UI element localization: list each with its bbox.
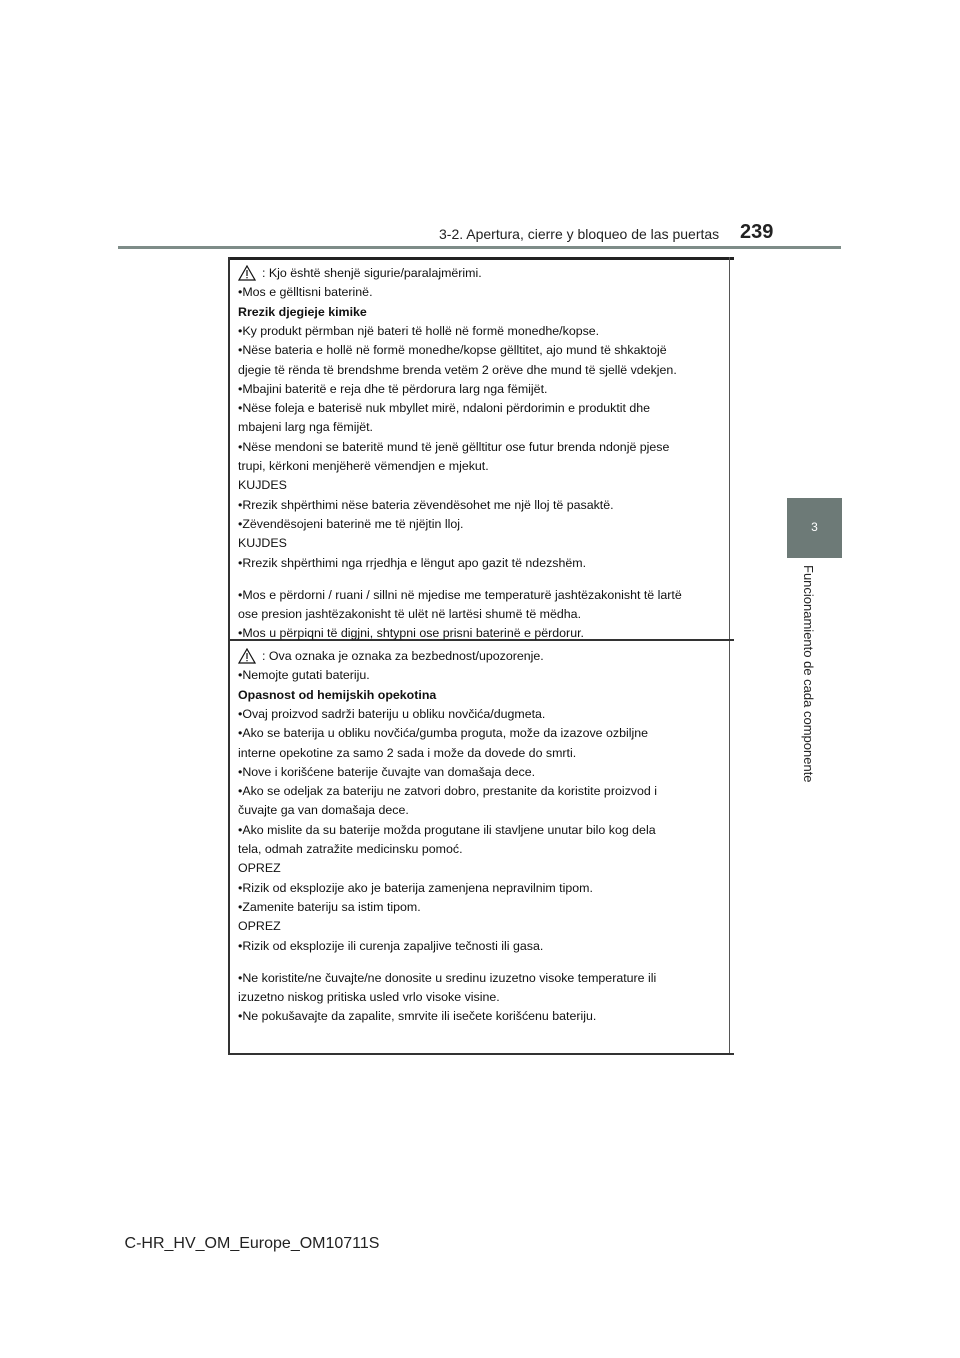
serbian-text-line: OPREZ [238,861,281,876]
albanian-warning-caption: : Kjo është shenjë sigurie/paralajmërimi. [262,266,482,280]
document-code-text: C-HR_HV_OM_Europe_OM10711S [124,1235,380,1252]
albanian-text-line: •Nëse mendoni se bateritë mund të jenë gëlltitur ose futur brenda ndonjë pjese [238,439,670,454]
scan-bottom-border [228,1053,734,1055]
serbian-text-line: •Ako se odeljak za bateriju ne zatvori dobro, prestanite da koristite proizvod i [238,784,657,799]
serbian-text-line: Opasnost od hemijskih opekotina [238,687,437,702]
albanian-text-line: •Nëse foleja e baterisë nuk mbyllet mirë, ndaloni përdorimin e produktit dhe [238,401,651,416]
albanian-text-line: •Zëvendësojeni baterinë me të njëjtin lloj. [238,516,464,531]
scan-right-border [729,257,730,1054]
chapter-title: Funcionamiento de cada componente [801,565,816,783]
serbian-text-line: •Zamenite bateriju sa istim tipom. [238,899,421,914]
serbian-text-line: •Nemojte gutati bateriju. [238,668,370,683]
serbian-text-line: interne opekotine za samo 2 sada i može da dovede do smrti. [238,745,577,760]
serbian-text-line [238,648,544,664]
document-code [0,1235,960,1253]
albanian-text-line: •Rrezik shpërthimi nëse bateria zëvendësohet me një lloj të pasaktë. [238,497,614,512]
serbian-text-line: •Rizik od eksplozije ili curenja zapaljive tečnosti ili gasa. [238,938,544,953]
albanian-text-line: •Nëse bateria e hollë në formë monedhe/kopse gëlltitet, ajo mund të shkaktojë [238,343,667,358]
albanian-text-line: •Ky produkt përmban një bateri të hollë në formë monedhe/kopse. [238,323,600,338]
albanian-text-line: •Mos e gëlltisni baterinë. [238,285,373,300]
serbian-text-line: •Ne koristite/ne čuvajte/ne donosite u sredinu izuzetno visoke temperature ili [238,970,657,985]
serbian-warning-caption: : Ova oznaka je oznaka za bezbednost/upozorenje. [262,649,544,663]
albanian-text-line: ose presion jashtëzakonisht të ulët në lartësi shumë të mëdha. [238,607,582,622]
serbian-text-line: čuvajte ga van domašaja dece. [238,803,409,818]
serbian-text-line: •Rizik od eksplozije ako je baterija zamenjena nepravilnim tipom. [238,880,593,895]
albanian-text-line: •Mbajini bateritë e reja dhe të përdorura larg nga fëmijët. [238,381,548,396]
serbian-text-line: •Ovaj proizvod sadrži bateriju u obliku novčića/dugmeta. [238,706,546,721]
serbian-text-line: •Ako se baterija u obliku novčića/gumba proguta, može da izazove ozbiljne [238,726,649,741]
warning-triangle-icon [238,265,256,281]
serbian-text-line: •Ako mislite da su baterije možda progutane ili stavljene unutar bilo kog dela [238,822,656,837]
albanian-text-line: mbajeni larg nga fëmijët. [238,420,373,435]
albanian-text-line: KUJDES [238,536,287,551]
serbian-text-line: izuzetno niskog pritiska usled vrlo visoke visine. [238,990,500,1005]
albanian-text-line: •Mos u përpiqni të digjni, shtypni ose prisni baterinë e përdorur. [238,626,584,641]
albanian-text-line: djegie të rënda të brendshme brenda vetëm 2 orëve dhe mund të sjellë vdekjen. [238,362,677,377]
serbian-text-line: •Nove i korišćene baterije čuvajte van domašaja dece. [238,764,536,779]
chapter-tab [787,498,842,558]
albanian-text-line [238,265,482,281]
header-rule [118,246,841,249]
albanian-text-line: trupi, kërkoni menjëherë vëmendjen e mjekut. [238,459,489,473]
albanian-text-line: Rrezik djegieje kimike [238,304,367,319]
serbian-text-line: •Ne pokušavajte da zapalite, smrvite ili isečete korišćenu bateriju. [238,1009,597,1024]
page-number: 239 [740,221,774,243]
scan-top-border [228,257,734,260]
header-section-title: 3-2. Apertura, cierre y bloqueo de las puertas [439,226,720,242]
warning-triangle-icon [238,648,256,664]
albanian-text-line: •Rrezik shpërthimi nga rrjedhja e lëngut apo gazit të ndezshëm. [238,555,587,570]
scanned-warning-insert [228,257,734,1057]
albanian-text-line: KUJDES [238,478,287,493]
albanian-text-line: •Mos e përdorni / ruani / sillni në mjedise me temperaturë jashtëzakonisht të lartë [238,587,682,602]
serbian-text-line: OPREZ [238,919,281,934]
scan-left-border [228,257,230,1054]
chapter-number: 3 [811,520,818,534]
serbian-text-line: tela, odmah zatražite medicinsku pomoć. [238,842,463,856]
